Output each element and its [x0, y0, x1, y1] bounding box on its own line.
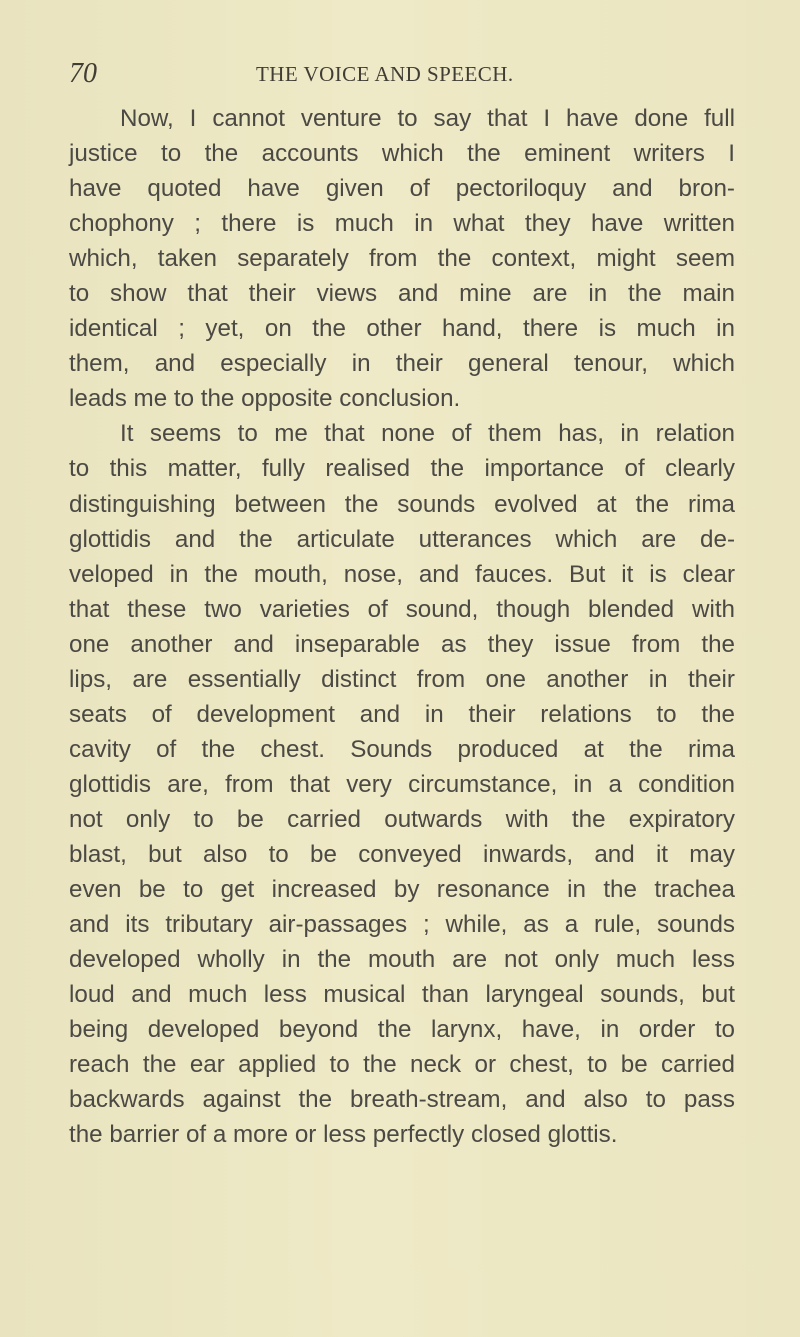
text-line: to this matter, fully realised the importance of clearly	[69, 455, 735, 483]
text-line: glottidis and the articulate utterances which are de-	[69, 525, 735, 553]
text-line: loud and much less musical than laryngeal sounds, but	[69, 981, 735, 1009]
text-line: It seems to me that none of them has, in relation	[120, 420, 735, 448]
text-line: backwards against the breath-stream, and also to pass	[69, 1086, 735, 1114]
text-line: and its tributary air-passages ; while, as a rule, sounds	[69, 911, 735, 939]
text-line: blast, but also to be conveyed inwards, and it may	[69, 840, 735, 868]
running-head	[69, 56, 735, 90]
text-line: one another and inseparable as they issue from the	[69, 630, 735, 658]
text-line: chophony ; there is much in what they have written	[69, 210, 735, 238]
page-text	[69, 101, 735, 1152]
text-line: have quoted have given of pectoriloquy and bron-	[69, 175, 735, 203]
text-line: being developed beyond the larynx, have, in order to	[69, 1016, 735, 1044]
text-line: cavity of the chest. Sounds produced at the rima	[69, 735, 735, 763]
text-line: lips, are essentially distinct from one another in their	[69, 665, 735, 693]
text-line: that these two varieties of sound, though blended with	[69, 595, 735, 623]
text-line: the barrier of a more or less perfectly closed glottis.	[69, 1121, 618, 1149]
text-line: distinguishing between the sounds evolved at the rima	[69, 490, 735, 518]
text-line: not only to be carried outwards with the expiratory	[69, 805, 735, 833]
text-line: which, taken separately from the context, might seem	[69, 245, 735, 273]
running-title: THE VOICE AND SPEECH.	[256, 62, 514, 86]
text-line: developed wholly in the mouth are not only much less	[69, 946, 735, 974]
text-line: leads me to the opposite conclusion.	[69, 385, 461, 413]
text-line: reach the ear applied to the neck or chest, to be carried	[69, 1051, 735, 1079]
text-line: seats of development and in their relations to the	[69, 700, 735, 728]
text-line: veloped in the mouth, nose, and fauces. But it is clear	[69, 560, 735, 588]
text-line: even be to get increased by resonance in the trachea	[69, 876, 735, 904]
page-number: 70	[69, 58, 97, 89]
text-line: to show that their views and mine are in the main	[69, 280, 735, 308]
text-line: glottidis are, from that very circumstance, in a condition	[69, 770, 735, 798]
text-line: justice to the accounts which the eminent writers I	[69, 140, 735, 168]
text-line: Now, I cannot venture to say that I have done full	[120, 105, 735, 132]
text-line: identical ; yet, on the other hand, there is much in	[69, 315, 735, 343]
text-line: them, and especially in their general tenour, which	[69, 350, 735, 378]
